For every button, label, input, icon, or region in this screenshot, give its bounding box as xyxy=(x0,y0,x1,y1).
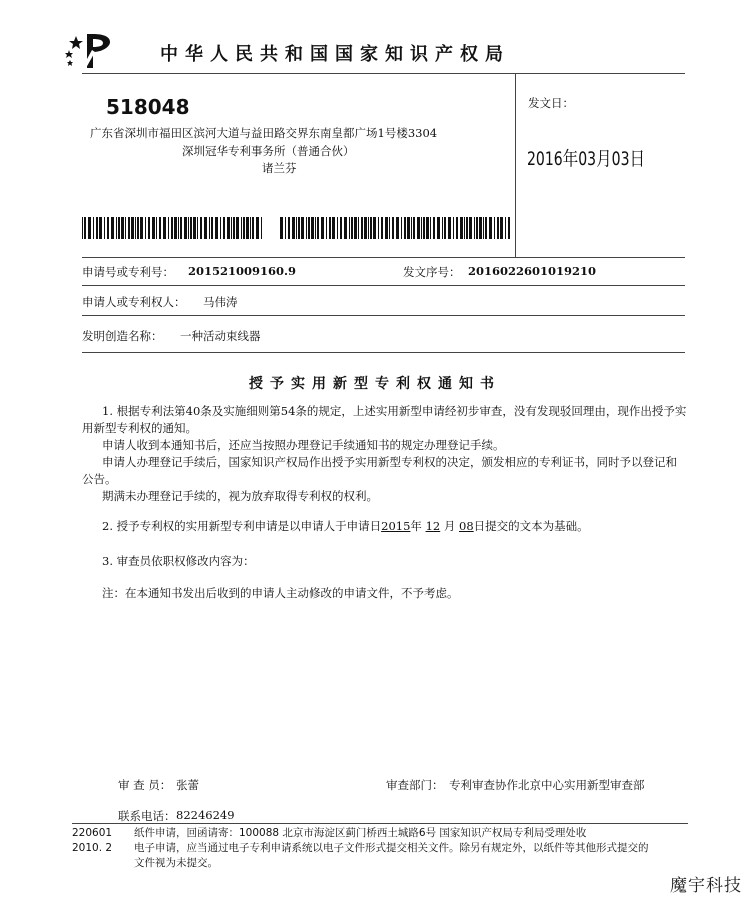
footer-line-1: 纸件申请，回函请寄：100088 北京市海淀区蓟门桥西土城路6号 国家知识产权局专利局受理处收 xyxy=(134,827,587,839)
examiner-label: 审 查 员： xyxy=(118,778,172,792)
footer-line-3: 文件视为未提交。 xyxy=(134,857,218,869)
doc-no-value: 2016022601019210 xyxy=(468,264,597,278)
paragraph-1: 1. 根据专利法第40条及实施细则第54条的规定，上述实用新型申请经初步审查，没有发现驳回理由，现作出授予实用新型专利权的通知。 xyxy=(82,404,687,435)
dept-value: 专利审查协作北京中心实用新型审查部 xyxy=(449,778,645,792)
paragraph-6: 3. 审查员依职权修改内容为： xyxy=(102,554,255,568)
footer-rule xyxy=(72,823,688,824)
dept-label: 审查部门： xyxy=(386,778,444,792)
paragraph-2: 申请人收到本通知书后，还应当按照办理登记手续通知书的规定办理登记手续。 xyxy=(102,438,505,452)
filing-year: 2015 xyxy=(381,519,411,533)
form-version: 2010. 2 xyxy=(72,842,113,854)
barcode-right xyxy=(280,217,510,239)
dispatch-date: 2016年03月03日 xyxy=(527,148,646,170)
paragraph-7: 注：在本通知书发出后收到的申请人主动修改的申请文件，不予考虑。 xyxy=(102,586,459,600)
examiner-value: 张蕾 xyxy=(176,778,199,792)
paragraph-5 xyxy=(102,518,702,535)
filing-day: 08 xyxy=(459,519,474,533)
p5-prefix: 2. 授予专利权的实用新型专利申请是以申请人于申请日 xyxy=(102,519,382,533)
applicant-label: 申请人或专利权人： xyxy=(82,295,186,309)
filing-month: 12 xyxy=(425,519,441,533)
watermark: 魔宇科技 xyxy=(670,876,742,896)
dispatch-date-label: 发文日： xyxy=(528,96,574,110)
office-name: 中华人民共和国国家知识产权局 xyxy=(160,44,510,65)
notice-title: 授予实用新型专利权通知书 xyxy=(249,376,501,392)
rule xyxy=(82,257,685,258)
doc-no-label: 发文序号： xyxy=(403,265,461,279)
footer-line-2: 电子申请，应当通过电子专利申请系统以电子文件形式提交相关文件。除另有规定外，以纸件等其他形式提交的 xyxy=(134,842,649,854)
column-divider xyxy=(515,73,516,257)
recipient-agency: 深圳冠华专利事务所（普通合伙） xyxy=(182,144,355,158)
recipient-address: 广东省深圳市福田区滨河大道与益田路交界东南皇都广场1号楼3304 xyxy=(90,126,438,140)
invention-value: 一种活动束线器 xyxy=(180,329,261,343)
rule xyxy=(82,352,685,353)
rule xyxy=(82,285,685,286)
form-code: 220601 xyxy=(72,827,113,839)
phone-value: 82246249 xyxy=(176,808,235,822)
p5-suffix: 日提交的文本为基础。 xyxy=(473,519,589,533)
recipient-person: 诸兰芬 xyxy=(262,161,297,175)
paragraph-4: 期满未办理登记手续的，视为放弃取得专利权的权利。 xyxy=(102,489,378,503)
year-char: 年 xyxy=(410,519,422,533)
applicant-value: 马伟涛 xyxy=(203,295,238,309)
rule xyxy=(82,315,685,316)
month-char: 月 xyxy=(443,519,456,533)
app-no-label: 申请号或专利号： xyxy=(82,265,174,279)
cnipa-logo-icon xyxy=(62,30,118,70)
header-rule xyxy=(82,73,685,74)
phone-label: 联系电话： xyxy=(118,809,176,823)
postcode: 518048 xyxy=(106,95,190,119)
paragraph-3: 申请人办理登记手续后，国家知识产权局作出授予实用新型专利权的决定，颁发相应的专利证书，同时予以登记和公告。 xyxy=(82,455,677,486)
app-no-value: 201521009160.9 xyxy=(188,264,297,278)
barcode-left xyxy=(82,217,262,239)
invention-label: 发明创造名称： xyxy=(82,329,163,343)
